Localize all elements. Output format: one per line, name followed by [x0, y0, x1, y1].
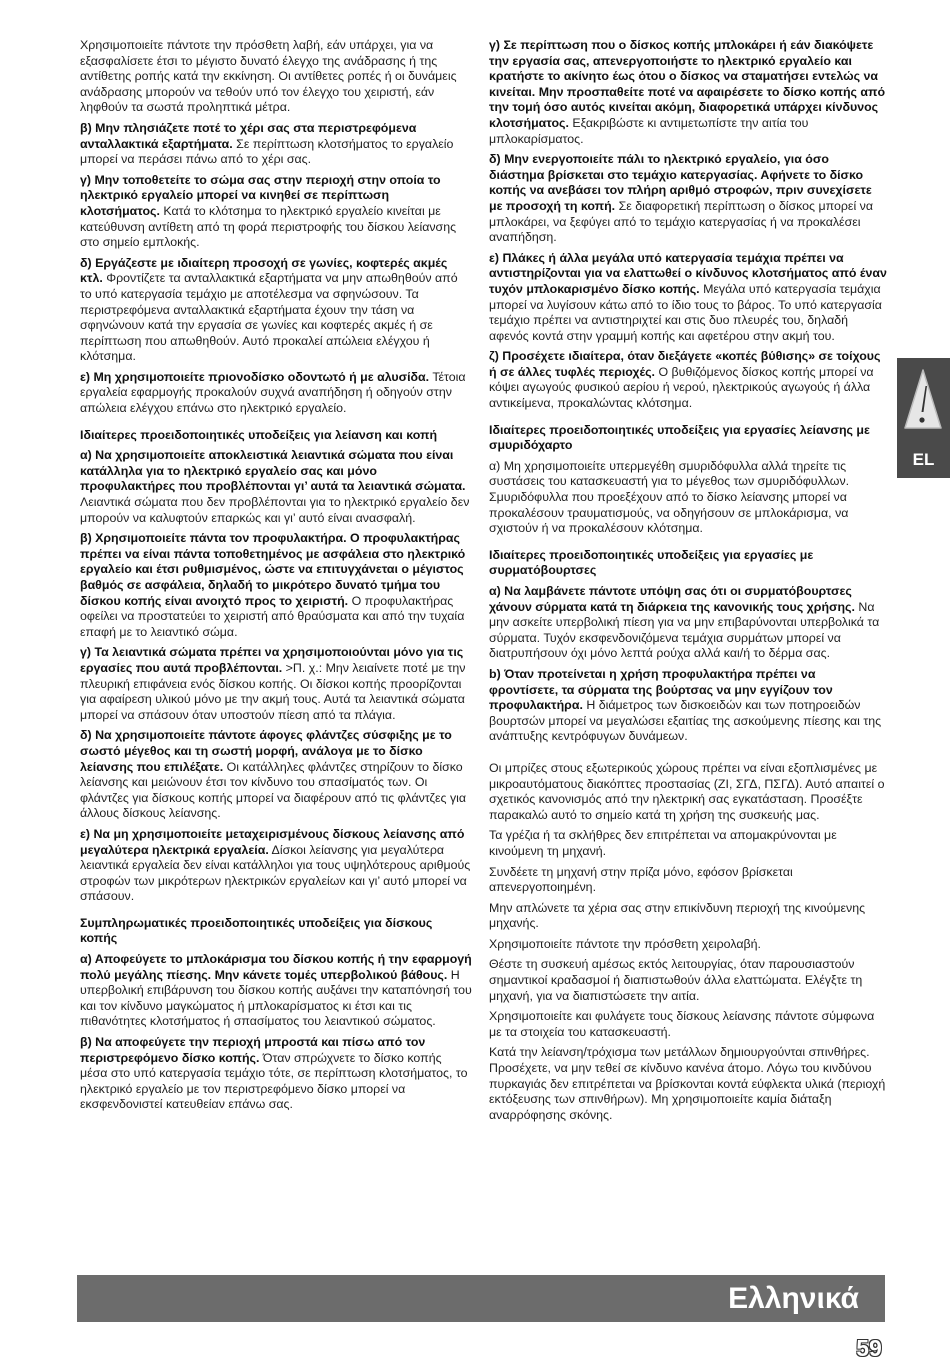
warning-text: Τέτοια εργαλεία εφαρμογής προκαλούν συχνά αναπήδηση ή οδηγούν στην απώλεια ελέγχου επάνω στο ηλεκτρικό εργαλείο. — [80, 369, 466, 416]
note-outdoor-sockets: Οι μπρίζες στους εξωτερικούς χώρους πρέπει να είναι εξοπλισμένες με μικροαυτόματους διακόπτες προστασίας (ZI, ΣΓΔ, ΠΣΓΔ). Αυτό απαιτεί ο σχετικός κανονισμός από την ηλεκτρική σας εγκατάσταση. Προσέξτε παρακαλώ αυτό το σημείο κατά τη χρήση της συσκευής μας. — [489, 760, 885, 822]
warning-text: Δίσκοι λείανσης για μεγαλύτερα λειαντικά εργαλεία δεν είναι κατάλληλοι για τους υψηλότερους αριθμούς στροφών των μικρότερων ηλεκτρικών εργαλείων και γι’ αυτό μπορεί να σπάσουν. — [80, 842, 471, 904]
grinding-item-d — [80, 728, 472, 822]
paragraph-additional-handle — [80, 38, 472, 116]
warning-heading: γ) Σε περίπτωση που ο δίσκος κοπής μπλοκάρει ή εάν διακόψετε την εργασία σας, απενεργοποιήστε το ηλεκτρικό εργαλείο και κρατήστε το ακίνητο έως ότου ο δίσκος να σταματήσει εντελώς να κινείται. Μην προσπαθείτε ποτέ να αφαιρέσετε το δίσκο κοπής από την τομή όσο αυτός κινείται ακόμη, διαφορετικά υπάρχει κίνδυνος κλοτσήματος. — [489, 38, 886, 130]
grinding-item-e — [80, 827, 472, 905]
left-column — [80, 38, 472, 1118]
wire-item-a — [489, 584, 887, 662]
warning-text: Όταν σπρώχνετε το δίσκο κοπής μέσα στο υπό κατεργασία τεμάχιο τότε, σε περίπτωση κλοτσήματος, το ηλεκτρικό εργαλείο με τον περιστρεφόμενο δίσκο μπορεί να εκσφενδονιστεί κατευθείαν επάνω σας. — [80, 1050, 468, 1112]
warning-heading: ζ) Προσέχετε ιδιαίτερα, όταν διεξάγετε «κοπές βύθισης» σε τοίχους ή σε άλλες τυφλές περιοχές. — [489, 349, 881, 379]
note-vibrations: Θέστε τη συσκευή αμέσως εκτός λειτουργίας, όταν παρουσιαστούν σημαντικοί κραδασμοί ή διαπιστωθούν άλλα ελαττώματα. Ελέγξτε τη μηχανή, για να διαπιστώσετε την αιτία. — [489, 957, 863, 1003]
wire-item-b — [489, 667, 887, 745]
cutting-item-c — [489, 38, 887, 147]
sanding-item-a — [489, 459, 887, 537]
warning-item-b-hand — [80, 121, 472, 168]
cutting-item-a — [80, 952, 472, 1030]
warning-heading: δ) Να χρησιμοποιείτε πάντοτε άφογες φλάντζες σύσφιξης με το σωστό μέγεθος και τη σωστή μορφή, ανάλογα με το δίσκο λείανσης που επιλέξατε. — [80, 728, 452, 774]
warning-heading: b) Όταν προτείνεται η χρήση προφυλακτήρα πρέπει να φροντίσετε, τα σύρματα της βούρτσας να μην εγγίζουν τον προφυλακτήρα. — [489, 666, 833, 713]
page-number: 59 — [856, 1335, 882, 1361]
section-heading-cutting-discs: Συμπληρωματικές προειδοποιητικές υποδείξεις για δίσκους κοπής — [80, 915, 433, 946]
warning-text: Λειαντικά σώματα που δεν προβλέπονται για το ηλεκτρικό εργαλείο δεν μπορούν να καλυφτούν επαρκώς και γι’ αυτό είναι ανασφαλή. — [80, 495, 470, 525]
warning-heading: ε) Να μη χρησιμοποιείτε μεταχειρισμένους δίσκους λείανσης από μεγαλύτερα ηλεκτρικά εργαλεία. — [80, 826, 465, 857]
grinding-item-a — [80, 448, 472, 526]
warning-item-e-saw-blade — [80, 370, 472, 417]
warning-heading: α) Να χρησιμοποιείτε αποκλειστικά λειαντικά σώματα που είναι κατάλληλα για το ηλεκτρικό εργαλείο σας και μόνο προφυλακτήρες που προβλέπονται γι’ αυτά τα λειαντικά σώματα. — [80, 448, 466, 494]
note-burrs: Τα γρέζια ή τα σκλήθρες δεν επιτρέπεται να απομακρύνονται με κινούμενη τη μηχανή. — [489, 828, 837, 858]
cutting-item-e — [489, 251, 887, 345]
paragraph-text: Χρησιμοποιείτε πάντοτε την πρόσθετη λαβή, εάν υπάρχει, για να εξασφαλίσετε έτσι το μέγιστο δυνατό έλεγχο της ανάδρασης ή της αντίθετης ροπής κατά την εκκίνηση. Οι αντίθετες ροπές ή οι δυνάμεις ανάδρασης μπορούν να τεθούν υπό τον έλεγχο του χειριστή, εάν ληφθούν τα σωστά προληπτικά μέτρα. — [80, 38, 457, 115]
warning-heading: ε) Μη χρησιμοποιείτε πριονοδίσκο οδοντωτό ή με αλυσίδα. — [80, 369, 430, 384]
cutting-item-b — [80, 1035, 472, 1113]
warning-text: Σε διαφορετική περίπτωση ο δίσκος μπορεί να μπλοκάρει, να ξεφύγει από το τεμάχιο κατεργασίας ή να προκαλέσει αναπήδηση. — [489, 198, 874, 245]
warning-heading: β) Μην πλησιάζετε ποτέ το χέρι σας στα περιστρεφόμενα ανταλλακτικά εξαρτήματα. — [80, 120, 417, 151]
right-column — [489, 38, 887, 1128]
warning-text: Φροντίζετε τα ανταλλακτικά εξαρτήματα να μην απωθηθούν από το υπό κατεργασία τεμάχιο με αποτέλεσμα να σφηνώσουν. Τα περιστρεφόμενα ανταλλακτικά εξαρτήματα έχουν την τάση να σφηνώνουν κατά την εργασία σε γωνίες και κοφτερές ακμές ή σε περίπτωση που απωθηθούν. Αυτό προκαλεί απώλεια ελέγχου ή κλότσημα. — [80, 271, 458, 364]
warning-heading: α) Αποφεύγετε το μπλοκάρισμα του δίσκου κοπής ή την εφαρμογή πολύ μεγάλης πίεσης. Μην κάνετε τομές υπερβολικού βάθους. — [80, 952, 472, 982]
warning-heading: β) Χρησιμοποιείτε πάντα τον προφυλακτήρα. Ο προφυλακτήρας πρέπει να είναι πάντα τοποθετημένος με ασφάλεια στο ηλεκτρικό εργαλείο και έτσι ρυθμισμένος, ώστε να επιτυγχάνεται ο μέγιστος βαθμός σε ασφάλεια, δηλαδή το μικρότερο δυνατό τμήμα του δίσκου κοπής είναι ανοιχτό προς το χειριστή. — [80, 531, 466, 608]
footer-language-bar — [77, 1275, 885, 1322]
note-storage: Χρησιμοποιείτε και φυλάγετε τους δίσκους λείανσης πάντοτε σύμφωνα με τα στοιχεία του κατασκευαστή. — [489, 1009, 875, 1039]
section-heading-wire-brush: Ιδιαίτερες προειδοποιητικές υποδείξεις για εργασίες με συρματόβουρτσες — [489, 547, 814, 578]
warning-item-d-corners — [80, 256, 472, 365]
paragraph-text: α) Μη χρησιμοποιείτε υπερμεγέθη σμυριδόφυλλα αλλά τηρείτε τις συστάσεις του κατασκευαστή για το μέγεθος των σμυριδόφυλλων. Σμυριδόφυλλα που προεξέχουν από το δίσκο λείανσης μπορεί να προκαλέσουν τραυματισμούς, να οδηγήσουν σε μπλοκάρισμα, να σχιστούν ή να προκαλέσουν κλότσημα. — [489, 458, 850, 536]
warning-heading: α) Να λαμβάνετε πάντοτε υπόψη σας ότι οι συρματόβουρτσες χάνουν σύρματα κατά τη διάρκεια της κανονικής τους χρήσης. — [489, 584, 855, 614]
note-connect-switched-off: Συνδέετε τη μηχανή στην πρίζα μόνο, εφόσον βρίσκεται απενεργοποιημένη. — [489, 864, 793, 895]
note-danger-area: Μην απλώνετε τα χέρια σας στην επικίνδυνη περιοχή της κινούμενης μηχανής. — [489, 900, 866, 931]
warning-text: Εξακριβώστε κι αντιμετωπίστε την αιτία του μπλοκαρίσματος. — [489, 115, 809, 146]
warning-triangle-icon — [903, 366, 943, 432]
footer-language-title: Ελληνικά — [728, 1282, 859, 1315]
cutting-item-d — [489, 152, 887, 246]
warning-text: Η υπερβολική επιβάρυνση του δίσκου κοπής αυξάνει την καταπόνησή του και τον κίνδυνο μαγκώματος ή μπλοκαρίσματος κι έτσι και τις πιθανότητες κλοτσήματος ή σπασίματος του λειαντικού σώματος. — [80, 967, 472, 1029]
warning-text: Ο προφυλακτήρας οφείλει να προστατεύει το χειριστή από θραύσματα και από την τυχαία επαφή με το λειαντικό σώμα. — [80, 593, 465, 639]
warning-text: Οι κατάλληλες φλάντζες στηρίζουν το δίσκο λείανσης και μειώνουν έτσι τον κίνδυνο του σπασίματός των. Οι φλάντζες για δίσκους κοπής μπορεί να διαφέρουν από τις φλάντζες για άλλους δίσκους λείανσης. — [80, 759, 467, 821]
warning-heading: γ) Μην τοποθετείτε το σώμα σας στην περιοχή στην οποία το ηλεκτρικό εργαλείο μπορεί να κινηθεί σε περίπτωση κλοτσήματος. — [80, 172, 441, 218]
grinding-item-b — [80, 531, 472, 640]
cutting-item-f — [489, 349, 887, 411]
warning-heading: β) Να αποφεύγετε την περιοχή μπροστά και πίσω από τον περιστρεφόμενο δίσκο κοπής. — [80, 1035, 426, 1065]
warning-text: Η διάμετρος των δισκοειδών και των ποτηροειδών βουρτσών μπορεί να μεγαλώσει εξαιτίας της ασκούμενης πίεσης και της ανάπτυξης κεντρόφυγων δυνάμεων. — [489, 698, 882, 744]
warning-heading: γ) Τα λειαντικά σώματα πρέπει να χρησιμοποιούνται μόνο για τις εργασίες που αυτά προβλέπονται. — [80, 645, 464, 675]
warning-heading: δ) Μην ενεργοποιείτε πάλι το ηλεκτρικό εργαλείο, για όσο διάστημα βρίσκεται στο τεμάχιο κατεργασίας. Αφήνετε το δίσκο κοπής να ανεβάσει τον πλήρη αριθμό στροφών, πριν συνεχίσετε με προσοχή τη κοπή. — [489, 152, 872, 213]
warning-text: Ο βυθιζόμενος δίσκος κοπής μπορεί να κόψει αγωγούς φυσικού αερίου ή νερού, ηλεκτρικούς αγωγούς ή άλλα αντικείμενα, προκαλώντας κλότσημα. — [489, 364, 874, 411]
language-tab — [897, 358, 950, 478]
section-heading-sanding: Ιδιαίτερες προειδοποιητικές υποδείξεις για εργασίες λείανσης με σμυριδόχαρτο — [489, 422, 870, 453]
language-code: EL — [912, 450, 935, 469]
note-additional-handle: Χρησιμοποιείτε πάντοτε την πρόσθετη χειρολαβή. — [489, 936, 761, 951]
note-sparks: Κατά την λείανση/τρόχισμα των μετάλλων δημιουργούνται σπινθήρες. Προσέχετε, να μην τεθεί σε κίνδυνο κανένα άτομο. Λόγω του κινδύνου πυρκαγιάς δεν επιτρέπεται να βρίσκονται κοντά εύφλεκτα υλικά (περιοχή εκτόξευσης των σπινθήρων). Μη χρησιμοποιείτε καμία διάταξη αναρρόφησης σκόνης. — [489, 1045, 886, 1122]
warning-heading: ε) Πλάκες ή άλλα μεγάλα υπό κατεργασία τεμάχια πρέπει να αντιστηρίζονται για να ελαττωθεί ο κίνδυνος κλοτσήματος από έναν τυχόν μπλοκαρισμένο δίσκο κοπής. — [489, 250, 887, 296]
grinding-item-c — [80, 645, 472, 723]
warning-text: Να μην ασκείτε υπερβολική πίεση για να μην επιβαρύνονται υπερβολικά τα σύρματα. Τυχόν εκσφενδονιζόμενα τεμάχια συρμάτων μπορεί να διατρυπήσουν όχι μόνο λεπτά ρούχα αλλά και/ή το δέρμα σας. — [489, 599, 880, 661]
warning-item-c-body — [80, 173, 472, 251]
warning-text: >Π. χ.: Μην λειαίνετε ποτέ με την πλευρική επιφάνεια ενός δίσκου κοπής. Οι δίσκοι κοπής προορίζονται για αφαίρεση υλικού μόνο με την ακμή τους. Αυτά τα λειαντικά σώματα μπορεί να σπάσουν όταν υποστούν πίεση από τα πλάγια. — [80, 660, 466, 722]
warning-text: Σε περίπτωση κλοτσήματος το εργαλείο μπορεί να περάσει πάνω από το χέρι σας. — [80, 136, 454, 167]
section-heading-grinding: Ιδιαίτερες προειδοποιητικές υποδείξεις για λείανση και κοπή — [80, 427, 438, 442]
warning-text: Μεγάλα υπό κατεργασία τεμάχια μπορεί να λυγίσουν κάτω από το ίδιο τους το βάρος. Το υπό κατεργασία τεμάχιο πρέπει να αντιστηριχτεί και στις δυο πλευρές του, δηλαδή αφενός κοντά στην γραμμή κοπής και αφετέρου στην ακμή του. — [489, 281, 882, 343]
warning-text: Κατά το κλότσημα το ηλεκτρικό εργαλείο κινείται με κατεύθυνση αντίθετη από τη φορά περιστροφής του δίσκου λείανσης στο σημείο εμπλοκής. — [80, 203, 457, 250]
warning-heading: δ) Εργάζεστε με ιδιαίτερη προσοχή σε γωνίες, κοφτερές ακμές κτλ. — [80, 255, 448, 286]
